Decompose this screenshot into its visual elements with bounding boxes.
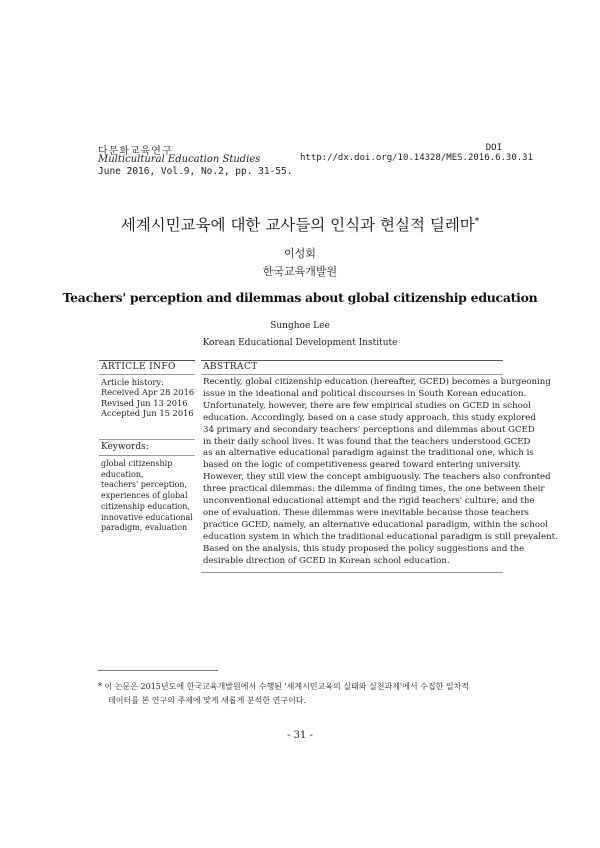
article-history [101, 377, 194, 419]
abstract-top-rule [201, 360, 503, 361]
keyword-line: citizenship education, [101, 501, 190, 511]
history-line: Received Apr 28 2016 [101, 387, 195, 398]
author-korean: 이성회 [284, 247, 316, 260]
abstract-line: education. Accordingly, based on a case study approach, this study explored [203, 412, 536, 423]
abstract-line: in their daily school lives. It was found that the teachers understood GCED [203, 436, 531, 447]
keyword-line: innovative educational [101, 512, 193, 522]
journal-issue: June 2016, Vol.9, No.2, pp. 31-55. [98, 166, 293, 177]
footnote [98, 680, 508, 708]
history-line: Accepted Jun 15 2016 [101, 408, 194, 419]
keyword-line: experiences of global [101, 491, 188, 501]
institution-english: Korean Educational Development Institute [202, 338, 398, 348]
paper-title-english: Teachers' perception and dilemmas about global citizenship education [62, 290, 538, 305]
keywords-top-rule [99, 439, 195, 440]
abstract-line: desirable direction of GCED in Korean school education. [203, 555, 450, 566]
footnote-line: 데이터를 본 연구의 주제에 맞게 새롭게 분석한 연구이다. [108, 696, 307, 705]
abstract-line: education system in which the traditional educational paradigm is still prevalent. [203, 531, 558, 542]
abstract-line: However, they still view the concept ambiguously. The teachers also confronted [203, 472, 551, 483]
abstract-line: 34 primary and secondary teachers' perceptions and dilemmas about GCED [203, 424, 535, 435]
abstract-line: Based on the analysis, this study proposed the policy suggestions and the [203, 543, 525, 554]
history-line: Revised Jun 13 2016 [101, 397, 188, 408]
abstract-line: based on the logic of competitiveness geared toward entering university. [203, 460, 521, 471]
title-footnote-mark: * [474, 216, 480, 227]
journal-title-korean: 다문화교육연구 [98, 146, 173, 157]
abstract-line: unconventional educational attempt and the rigid teachers' culture, and the [203, 496, 535, 507]
footnote-rule [98, 670, 218, 671]
info-top-rule [99, 360, 195, 361]
history-line: Article history: [101, 377, 164, 387]
abstract-line: Recently, global citizenship education (hereafter, GCED) becomes a burgeoning [203, 377, 551, 387]
footnote-line: * 이 논문은 2015년도에 한국교육개발원에서 수행된 '세계시민교육의 실태와 실천과제'에서 수집한 일차적 [98, 682, 470, 691]
abstract-bottom-rule [201, 572, 503, 573]
doi-link[interactable]: DOI http://dx.doi.org/10.14328/MES.2016.6.30.31 [300, 143, 533, 163]
info-label-rule [99, 374, 195, 375]
abstract-line: as an alternative educational paradigm against the traditional one, which is [203, 448, 534, 459]
keywords-list [101, 459, 201, 534]
abstract-body [203, 377, 558, 568]
keyword-line: paradigm, evaluation [101, 523, 188, 533]
abstract-line: issue in the ideational and political discourses in South Korean education. [203, 388, 527, 399]
keywords-label-rule [99, 455, 195, 456]
abstract-label-rule [201, 374, 503, 375]
paper-title-korean [0, 213, 600, 235]
article-info-heading: ARTICLE INFO [101, 362, 176, 372]
keyword-line: teachers' perception, [101, 480, 188, 490]
abstract-line: one of evaluation. These dilemmas were inevitable because those teachers [203, 507, 529, 518]
keyword-line: global citizenship education, [101, 459, 173, 479]
abstract-line: three practical dilemmas: the dilemma of finding times, the one between their [203, 484, 545, 495]
paper-title-korean-text: 세계시민교육에 대한 교사들의 인식과 현실적 딜레마 [120, 216, 475, 234]
journal-title-english: Multicultural Education Studies [98, 154, 261, 165]
institution-korean: 한국교육개발원 [262, 265, 338, 278]
abstract-line: practice GCED, namely, an alternative educational paradigm, within the school [203, 519, 548, 530]
abstract-heading: ABSTRACT [203, 362, 258, 372]
abstract-line: Unfortunately, however, there are few empirical studies on GCED in school [203, 400, 531, 411]
keywords-heading: Keywords: [101, 442, 149, 452]
page-number: - 31 - [287, 730, 313, 741]
author-english: Sunghoe Lee [270, 321, 330, 331]
